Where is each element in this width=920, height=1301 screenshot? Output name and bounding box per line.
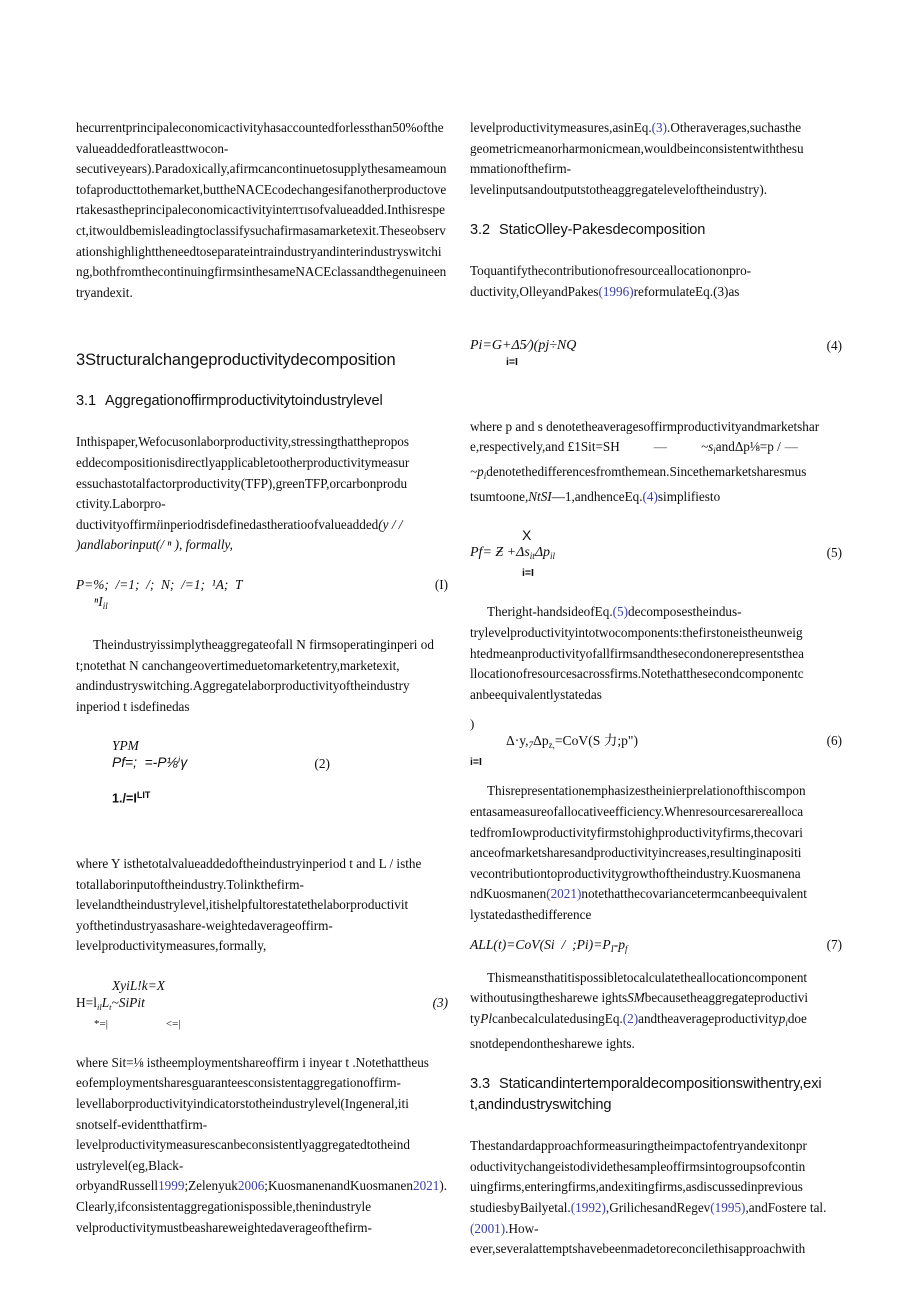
- text-run: inperiod: [160, 516, 204, 532]
- equation-6-line-0: [470, 715, 842, 732]
- text-run: denotethedifferencesfromthemean.Sincethemarketsharesmus tsumtoone,: [470, 463, 807, 504]
- math-subscript: i: [483, 471, 487, 482]
- section-heading-3: 3Structuralchangeproductivitydecomposition: [76, 351, 396, 370]
- text-run: notethatthecovariancetermcanbeequivalent lystatedasthedifference: [470, 886, 807, 923]
- math-dash: —: [784, 439, 798, 455]
- citation-link-eq5[interactable]: (5): [612, 604, 629, 620]
- paragraph-3-2-intro: [470, 261, 842, 302]
- math-run: -p: [613, 936, 626, 952]
- subsection-number-3-2: 3.2: [470, 222, 490, 239]
- math-run: 1./=I: [112, 791, 137, 806]
- equation-3-label: (3): [432, 994, 448, 1010]
- equation-1-line-2: [76, 593, 448, 615]
- equation-7-line-1: [470, 936, 842, 958]
- citation-link-eq2[interactable]: (2): [622, 1010, 639, 1026]
- math-run: Pf=; =-P⅛ⁱγ: [112, 755, 188, 771]
- math-run: *=|: [94, 1017, 108, 1030]
- paragraph-3-3-intro: [470, 1136, 842, 1260]
- math-run: p: [778, 1010, 786, 1026]
- equation-6-line-2: [470, 754, 842, 771]
- equation-4: [470, 337, 842, 371]
- text-run: Theright-handsideofEq.: [487, 604, 613, 620]
- math-run: Δp: [534, 545, 551, 561]
- equation-6: [470, 715, 842, 771]
- math-run: =CoV(S 力;p"): [554, 733, 638, 749]
- text-run: ;KuosmanenandKuosmanen: [264, 1178, 413, 1194]
- math-run: ~s: [700, 439, 714, 455]
- equation-1: [76, 576, 448, 615]
- math-run: NtSI: [528, 488, 552, 504]
- subsection-title-3-2: StaticOlley-Pakesdecomposition: [499, 222, 706, 239]
- paragraph-after-equation-1: Theindustryissimplytheaggregateofall N firmsoperatinginperi od t;notethat N canchangeovertimeduetomarketentry,marketexit, andindustryswitching.Aggregatelaborproductivityoftheindustry inperiod t isdefinedas: [76, 637, 434, 714]
- text-run: where Sit=⅛ istheemploymentshareoffirm i inyear t .Notethattheus eofemploymentsharesguaranteesconsistentaggregationoffirm- levellaborproductivityindicatorstotheindustrylevel(Ingeneral,iti snotself-evidentthatfirm- levelproductivitymeasurescanbeconsistentlyaggregatedtotheind ustrylevel(eg,Black-: [76, 1054, 429, 1173]
- equation-5: [470, 527, 842, 582]
- equation-2-line-1: [112, 737, 448, 754]
- paragraph-3-1-intro: Inthispaper,Wefocusonlaborproductivity,stressingthatthepropos eddecompositionisdirectlyapplicabletootherproductivitymeasur essuchastotalfactorproductivity(TFP),greenTFP,orcarbonprodu ctivity.Laborpro-: [76, 434, 410, 512]
- math-run: Δp⅛=p /: [734, 439, 781, 455]
- text-run: Toquantifythecontributionofresourceallocationonpro- ductivity,OlleyandPakes: [470, 263, 752, 299]
- equation-4-line-1: [470, 337, 842, 354]
- text-run: decomposestheindus- trylevelproductivityintotwocomponents:thefirstoneistheunweig htedmeanproductivityofallfirmsandthesecondonerepresentsthea llocationofresourcesacrossfirms.Notethatthesecondcomponentc anbeequivalentlystatedas: [470, 604, 804, 702]
- subsection-number-3-3: 3.3: [470, 1076, 490, 1093]
- math-run: Δp: [533, 733, 549, 749]
- text-run: orbyandRussell: [76, 1178, 159, 1194]
- math-run: ⁿI: [94, 593, 103, 609]
- text-run: Thestandardapproachformeasuringtheimpactofentryandexitonpr oductivitychangeistodividethesampleoffirmsintogroupsofcontin uingfirms,enteringfirms,andexitingfirms,asdiscussedinprevious studiesbyBailyetal.: [470, 1138, 807, 1216]
- math-run: i=I: [506, 355, 518, 368]
- math-subscript: il: [550, 551, 556, 562]
- paragraph-after-equation-4: [470, 417, 842, 508]
- equation-7-label: (7): [826, 936, 842, 952]
- text-run: levelproductivitymeasures,asinEq.: [470, 120, 652, 135]
- text-run: ,GrilichesandRegev: [605, 1200, 711, 1216]
- citation-link-2021-right[interactable]: (2021): [546, 886, 582, 902]
- equation-7: [470, 936, 842, 958]
- math-dash: —: [653, 439, 667, 455]
- paragraph-after-equation-5: [470, 602, 842, 705]
- math-var-i: i: [156, 516, 161, 532]
- text-run: reformulateEq.(3)as: [633, 283, 740, 299]
- math-subscript: i: [713, 446, 716, 457]
- text-run: .How- ever,severalattemptshavebeenmadetoreconcilethisapproachwith: [470, 1220, 806, 1257]
- text-run: ).Clearly,ifconsistentaggregationispossible,thenindustryle velproductivitymustbeashareweightedaverageofthefirm-: [76, 1178, 448, 1235]
- citation-link-1995[interactable]: (1995): [710, 1200, 746, 1216]
- subsection-heading-3-1: [76, 391, 448, 412]
- equation-3-line-2: [76, 994, 448, 1016]
- citation-link-1996[interactable]: (1996): [598, 283, 634, 299]
- math-run: <=|: [165, 1017, 181, 1030]
- equation-2: [76, 737, 448, 808]
- citation-link-1992[interactable]: (1992): [570, 1200, 606, 1216]
- text-run: —1,andhenceEq.: [551, 488, 643, 504]
- equation-3-line-1: [76, 977, 448, 994]
- equation-2-line-3: [112, 787, 448, 808]
- math-run: P=%; /=1; /; N; /=1; ¹A; T: [76, 576, 243, 592]
- math-run: L: [101, 994, 110, 1010]
- text-run: ,andFostere tal.: [745, 1200, 827, 1216]
- math-subscript: I: [610, 943, 614, 954]
- subsection-heading-3-3: [470, 1074, 842, 1116]
- paragraph-continued-from-previous-page: hecurrentprincipaleconomicactivityhasaccountedforlessthan50%ofthevalueaddedforatleasttwocon-secutiveyears).Paradoxically,afirmcancontinuetosupplythesameamountofaproducttothemarket,buttheNACEcodechangesifanotherproductovertakesastheprincipaleconomicactivityinteπτısofvalueadded.Inthisrespect,itwouldbemisleadingtoclassifysuchafirmasamarketexit.Theseobservationshighlighttheneedtoseparateintraindustryandinterindustryswitching,bothfromthecontinuingfirmsinthesameNACEclassandthegenuineentryandexit.: [76, 120, 447, 300]
- citation-link-eq4[interactable]: (4): [642, 488, 658, 504]
- citation-link-2006[interactable]: 2006: [237, 1178, 265, 1194]
- citation-link-2001[interactable]: (2001): [470, 1220, 506, 1236]
- math-run: ~p: [470, 463, 484, 479]
- text-run: simplifiesto: [657, 488, 721, 504]
- paragraph-after-equation-6: [470, 781, 842, 925]
- text-run: Thismeansthatitispossibletocalculatetheallocationcomponent withoutusingthesharewe ights: [470, 969, 808, 1006]
- equation-5-label: (5): [826, 545, 842, 561]
- equation-5-line-3: [470, 565, 842, 582]
- math-run: Pi=G+Δ5∕)(pj÷NQ: [470, 337, 577, 353]
- text-run: Thisrepresentationemphasizestheinierprelationofthiscompon entasameasureofallocativeefficiency.Whenresourcesarerealloca tedfromIowproductivityfirmstohighproductivityfirms,thecovari anceofmarketsharesandproductivityincreases,resultinginapositi vecontributiontoproductivitygrowthoftheindustry.Kuosmanena ndKuosmanen: [470, 783, 806, 902]
- text-run: andtheaverageproductivity: [638, 1010, 779, 1026]
- equation-2-line-2: [112, 754, 448, 771]
- math-run: Pf= Ƶ +Δs: [470, 545, 530, 561]
- math-run: Pl: [480, 1010, 492, 1026]
- text-run: ductivityoffirm: [76, 516, 157, 532]
- citation-link-2021[interactable]: 2021: [412, 1178, 440, 1194]
- math-run: ): [470, 716, 475, 732]
- math-run: X: [522, 527, 532, 544]
- subsection-number-3-1: 3.1: [76, 393, 96, 410]
- math-run: H=l: [76, 994, 97, 1010]
- math-run: ~SiPit: [111, 994, 145, 1010]
- text-run: becausetheaggregateproductivi ty: [470, 990, 809, 1026]
- math-run: ALL(t)=CoV(Si / ;Pi)=P: [470, 936, 611, 952]
- text-run: canbecalculatedusingEq.: [492, 1010, 623, 1026]
- math-inline-ratio: (y / / )andlaborinput(/ ⁿ ), formally,: [76, 516, 403, 553]
- equation-5-line-2: [470, 544, 842, 565]
- citation-link-1999[interactable]: 1999: [158, 1178, 185, 1194]
- equation-6-line-1: [470, 732, 842, 754]
- math-subscript: il: [96, 1001, 102, 1012]
- equation-4-line-2: [470, 354, 842, 371]
- equation-3: [76, 977, 448, 1033]
- math-subscript: z,: [548, 740, 555, 751]
- math-subscript: 7: [528, 740, 534, 751]
- text-run: ;Zelenyuk: [184, 1178, 238, 1194]
- math-run: i=I: [470, 756, 482, 769]
- math-subscript: il: [102, 601, 108, 612]
- text-run: where p and s denotetheaveragesoffirmproductivityandmarketshar e,respectively,and £1Sit=SH: [470, 418, 820, 455]
- math-subscript: it: [529, 551, 535, 562]
- text-run: isdefinedastheratioofvalueadded: [207, 516, 379, 532]
- equation-1-line-1: [76, 576, 448, 593]
- subsection-heading-3-2: [470, 220, 842, 241]
- math-run: YPM: [112, 738, 139, 754]
- text-run: .Otheraverages,suchasthe geometricmeanorharmonicmean,wouldbeinconsistentwiththesu mmationofthefirm- levelinputsandoutputstotheaggregateleveloftheindustry).: [470, 120, 804, 197]
- math-run: SM: [627, 990, 645, 1006]
- equation-6-label: (6): [826, 733, 842, 749]
- text-run: and: [715, 439, 735, 455]
- equation-2-label: (2): [314, 756, 330, 772]
- paragraph-after-equation-2: where Y isthetotalvalueaddedoftheindustryinperiod t and L / isthe totallaborinputoftheindustry.Tolinkthefirm- levelandtheindustrylevel,itishelpfultorestatethelaborproductivit yofthetindustryasashare-weightedaverageoffirm- levelproductivitymeasures,formally,: [76, 855, 422, 954]
- subsection-title-3-1: Aggregationoffirmproductivitytoindustrylevel: [105, 393, 383, 410]
- math-run: XyiL!k=X: [112, 977, 165, 993]
- subsection-title-3-3: Staticandintertemporaldecompositionswithentry,exi t,andindustryswitching: [470, 1076, 822, 1114]
- citation-link-eq3[interactable]: (3): [651, 120, 668, 135]
- math-subscript: f: [625, 943, 628, 954]
- math-run: i=I: [522, 567, 534, 580]
- equation-4-label: (4): [826, 337, 842, 353]
- left-column: [76, 118, 448, 1238]
- math-subscript: i: [785, 1018, 788, 1029]
- paragraph-3-1-definition: [76, 515, 448, 556]
- text-run: doe snotdependonthesharewe ights.: [470, 1010, 807, 1051]
- equation-3-line-3: [76, 1016, 448, 1033]
- math-superscript: LIT: [136, 790, 151, 801]
- paragraph-continued-top-right: [470, 118, 842, 200]
- equation-1-label: (I): [434, 576, 448, 592]
- right-column: [470, 118, 842, 1260]
- equation-5-line-1: [470, 527, 842, 544]
- math-var-t: t: [203, 516, 208, 532]
- paragraph-after-equation-3: [76, 1053, 448, 1238]
- math-subscript: t: [109, 1001, 112, 1012]
- paragraph-after-equation-7: [470, 968, 842, 1055]
- math-run: Δ·y,: [506, 733, 529, 749]
